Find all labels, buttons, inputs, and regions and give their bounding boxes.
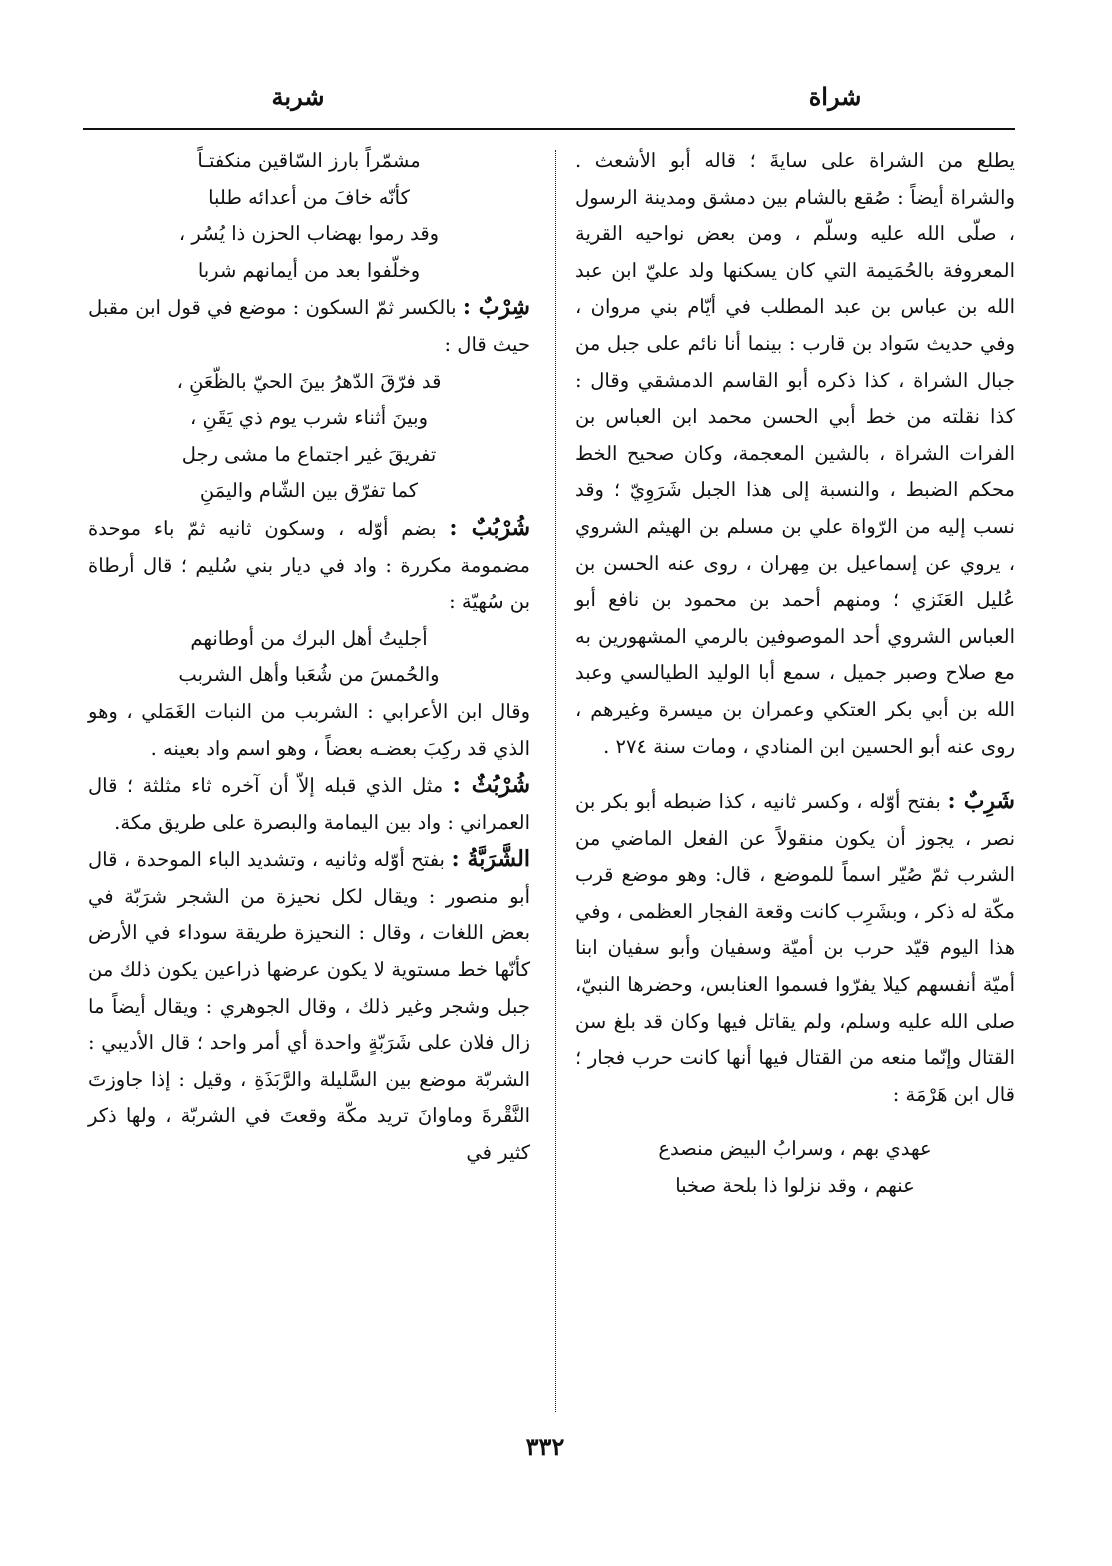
entry-headword: شُرْبُثٌ : bbox=[452, 772, 531, 799]
verse-line: كأنّه خافَ من أعدائه طلبا bbox=[208, 185, 410, 209]
entry-body: بفتح أوّله وثانيه ، وتشديد الباء الموحدة ، قال أبو منصور : ويقال لكل نحيزة من الشجر شرَبّة في بعض اللغات ، وقال : النحيزة طريقة سوداء في الأرض كأنّها خط مستوية لا يكون عرضها ذراعين يكون ذلك من جبل وشجر وغير ذلك ، وقال الجوهري : ويقال أيضاً ما زال فلان على شَرَبّةٍ واحدة أي أمر واحد ؛ قال الأديبي : الشربّة موضع بين السَّليلة والرَّبَذَةِ ، وقيل : إذا جاوزتَ النَّقْرةَ وماوانَ تريد مكّة وقعتَ في الشربّة ، ولها ذكر كثير في bbox=[88, 848, 530, 1165]
entry-body: مثل الذي قبله إلاّ أن آخره ثاء مثلثة ؛ قال العمراني : واد بين اليمامة والبصرة على طريق مكة. bbox=[88, 774, 530, 834]
entry-shurbuth bbox=[88, 767, 530, 841]
verse-line: وخلّفوا بعد من أيمانهم شربا bbox=[197, 258, 421, 282]
entry-headword: الشَّرَبَّةُ : bbox=[451, 846, 530, 873]
right-column bbox=[575, 143, 1015, 1205]
entry-shurbub bbox=[88, 510, 530, 621]
page-number: ٣٣٢ bbox=[525, 1432, 565, 1461]
entry-shirb bbox=[88, 289, 530, 363]
verse-line: كما تفرّق بين الشّام واليمَنِ bbox=[199, 479, 419, 503]
verse-line: وقد رموا بهضاب الحزن ذا يُسُر ، bbox=[178, 222, 440, 246]
entry-body: بضم أوّله ، وسكون ثانيه ثمّ باء موحدة مضمومة مكررة : واد في ديار بني سُليم ؛ قال أرطاة بن سُهيّة : bbox=[88, 516, 530, 614]
entry-body: بفتح أوّله ، وكسر ثانيه ، كذا ضبطه أبو بكر بن نصر ، يجوز أن يكون منقولاً عن الفعل الماضي من الشرب ثمّ صُيّر اسماً للموضع ، قال: وهو موضع قرب مكّة له ذكر ، وبشَرِب كانت وقعة الفجار العظمى ، وفي هذا اليوم قيّد حرب بن أميّة وسفيان وأبو سفيان ابنا أميّة أنفسهم كيلا يفرّوا فسموا العنابس، وحضرها النبيّ، صلى الله عليه وسلم، ولم يقاتل فيها وكان قد بلغ سن القتال وإنّما منعه من القتال فيها أنها كانت حرب فجار ؛ قال ابن هَرْمَة : bbox=[575, 790, 1015, 1106]
column-divider bbox=[555, 150, 556, 1412]
paragraph-ibn-arabi: وقال ابن الأعرابي : الشربب من النبات الغَمَلي ، وهو الذي قد ركِبَ بعضـه بعضاً ، وهو اسم واد بعينه . bbox=[88, 699, 530, 760]
left-column bbox=[88, 143, 530, 1172]
verse-line: وبينَ أثناء شرب يوم ذي يَقَنِ ، bbox=[189, 406, 428, 430]
entry-headword: شِرْبٌ : bbox=[462, 294, 530, 321]
verse-line: والحُمسَ من شُعَبا وأهل الشربب bbox=[178, 663, 440, 687]
entry-sharabba bbox=[88, 841, 530, 1171]
header-rule bbox=[83, 128, 1015, 130]
entry-headword: شُرْبُبٌ : bbox=[449, 514, 531, 541]
entry-sharat-continuation: يطلع من الشراة على سايةَ ؛ قاله أبو الأشعث . والشراة أيضاً : صُقع بالشام بين دمشق ومدينة الرسول ، صلّى الله عليه وسلّم ، ومن بعض نواحيه القرية المعروفة بالحُمَيمة التي كان يسكنها ولد عليّ ابن عبد الله بن عباس بن عبد المطلب في أيّام بني مروان ، وفي حديث سَواد بن قارب : بينما أنا نائم على جبل من جبال الشراة ، كذا ذكره أبو القاسم الدمشقي وقال : كذا نقلته من خط أبي الحسن محمد ابن العباس بن الفرات الشراة ، بالشين المعجمة، وكان صحيح الخط محكم الضبط ، والنسبة إلى هذا الجبل شَرَوِيّ ؛ وقد نسب إليه من الرّواة علي بن مسلم بن الهيثم الشروي ، يروي عن إسماعيل بن مِهران ، روى عنه الحسن بن عُليل العَنَزي ؛ ومنهم أحمد بن محمود بن نافع أبو العباس الشروي أحد الموصوفين بالرمي المشهورين به مع صلاح وصبر جميل ، سمع أبا الوليد الطيالسي وعبد الله بن أبي بكر العتكي وعمران بن ميسرة وغيرهم ، روى عنه أبو الحسين ابن المنادي ، ومات سنة ٢٧٤ . bbox=[575, 149, 1015, 758]
verse-line: عهدي بهم ، وسرابُ البيض منصدع bbox=[658, 1137, 932, 1161]
verse-line: مشمّراً بارز السّاقين منكفتـاً bbox=[197, 149, 421, 172]
entry-sharib bbox=[575, 783, 1015, 1113]
running-head-left: شربة bbox=[271, 82, 325, 111]
verse-line: عنهم ، وقد نزلوا ذا بلحة صخبا bbox=[675, 1174, 915, 1198]
verse-line: أجليتُ أهل البرك من أوطانهم bbox=[190, 626, 428, 650]
verse-line: تفريقَ غير اجتماع ما مشى رجل bbox=[181, 442, 437, 466]
entry-headword: شَرِبٌ : bbox=[947, 788, 1015, 815]
entry-body: بالكسر ثمّ السكون : موضع في قول ابن مقبل حيث قال : bbox=[88, 296, 530, 356]
running-head-right: شراة bbox=[808, 82, 862, 111]
verse-line: قد فرّقَ الدّهرُ بينَ الحيّ بالظّعَنِ ، bbox=[176, 369, 442, 393]
